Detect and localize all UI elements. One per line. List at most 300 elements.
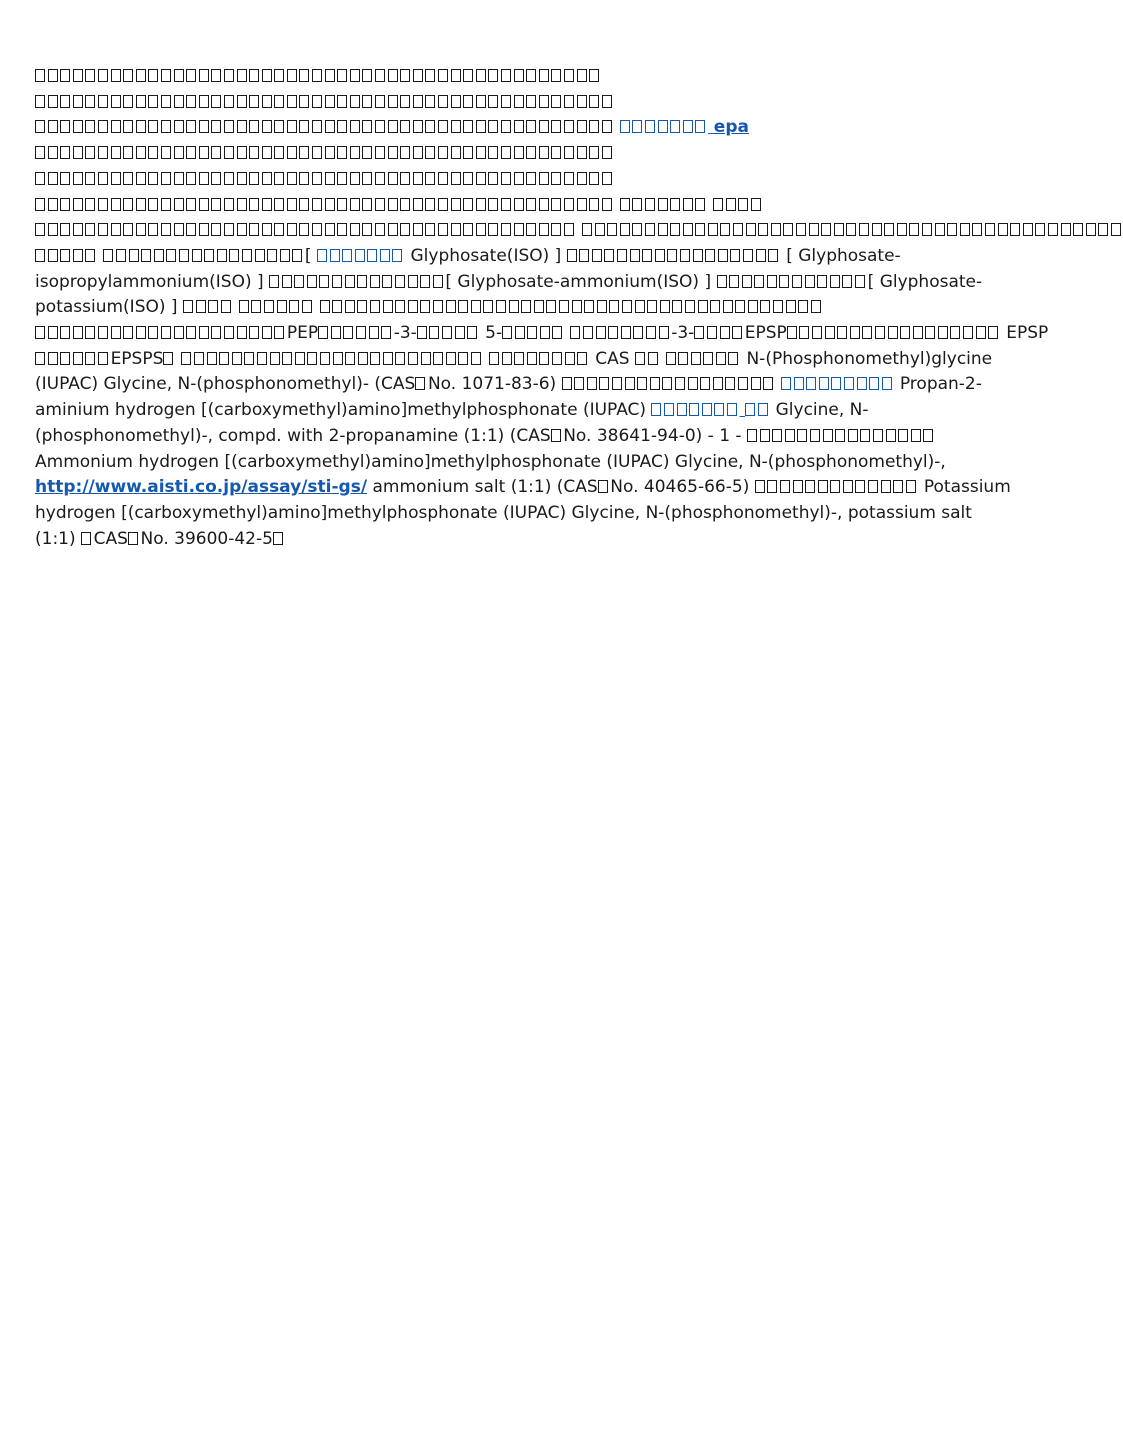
missing-glyph <box>388 146 398 159</box>
missing-glyph <box>395 300 405 313</box>
missing-glyph <box>421 352 431 365</box>
missing-glyph <box>433 275 443 288</box>
missing-glyph <box>270 352 280 365</box>
missing-glyph <box>292 249 302 262</box>
missing-glyph <box>282 275 292 288</box>
missing-glyph <box>768 249 778 262</box>
missing-glyph <box>693 249 703 262</box>
missing-glyph <box>312 172 322 185</box>
missing-glyph <box>199 198 209 211</box>
missing-glyph <box>705 249 715 262</box>
missing-glyph <box>199 326 209 339</box>
missing-glyph <box>602 95 612 108</box>
missing-glyph <box>589 198 599 211</box>
missing-glyph <box>846 223 856 236</box>
missing-glyph <box>154 249 164 262</box>
missing-glyph <box>317 249 327 262</box>
missing-glyph <box>577 120 587 133</box>
missing-glyph <box>938 326 948 339</box>
missing-glyph <box>48 172 58 185</box>
missing-glyph <box>567 249 577 262</box>
missing-glyph <box>438 69 448 82</box>
missing-glyph <box>383 352 393 365</box>
missing-glyph <box>794 377 804 390</box>
missing-glyph <box>273 532 283 545</box>
missing-glyph <box>367 249 377 262</box>
missing-glyph <box>526 95 536 108</box>
missing-glyph <box>60 352 70 365</box>
missing-glyph <box>935 223 945 236</box>
missing-glyph <box>325 95 335 108</box>
missing-glyph <box>262 223 272 236</box>
missing-glyph <box>526 198 536 211</box>
missing-glyph <box>85 95 95 108</box>
missing-glyph <box>73 223 83 236</box>
missing-glyph <box>262 198 272 211</box>
missing-glyph <box>650 377 660 390</box>
para-line-10: Ammonium hydrogen [(carboxymethyl)amino]methylphosphonate (IUPAC) Glycine, N-(phosphonomethyl)-, <box>35 451 946 472</box>
missing-glyph <box>451 146 461 159</box>
missing-glyph <box>713 198 723 211</box>
text-line-4 <box>35 141 990 167</box>
missing-glyph <box>714 403 724 416</box>
missing-glyph <box>515 326 525 339</box>
missing-glyph <box>662 377 672 390</box>
missing-glyph <box>587 377 597 390</box>
missing-glyph <box>375 172 385 185</box>
missing-glyph <box>280 249 290 262</box>
missing-glyph <box>35 352 45 365</box>
missing-glyph <box>923 429 933 442</box>
missing-glyph <box>123 223 133 236</box>
missing-glyph <box>767 480 777 493</box>
missing-glyph <box>312 95 322 108</box>
missing-glyph <box>539 172 549 185</box>
missing-glyph <box>136 146 146 159</box>
missing-glyph <box>312 120 322 133</box>
missing-glyph <box>698 300 708 313</box>
missing-glyph <box>325 172 335 185</box>
missing-glyph <box>287 120 297 133</box>
missing-glyph <box>1086 223 1096 236</box>
missing-glyph <box>395 275 405 288</box>
missing-glyph <box>771 223 781 236</box>
missing-glyph <box>60 172 70 185</box>
missing-glyph <box>174 223 184 236</box>
missing-glyph <box>358 352 368 365</box>
missing-glyph <box>400 69 410 82</box>
missing-glyph <box>501 146 511 159</box>
missing-glyph <box>602 120 612 133</box>
missing-glyph <box>716 352 726 365</box>
missing-glyph <box>312 146 322 159</box>
missing-glyph <box>960 223 970 236</box>
missing-glyph <box>350 223 360 236</box>
missing-glyph <box>249 120 259 133</box>
missing-glyph <box>539 223 549 236</box>
missing-glyph <box>183 300 193 313</box>
missing-glyph <box>658 198 668 211</box>
missing-glyph <box>539 95 549 108</box>
missing-glyph <box>451 198 461 211</box>
missing-glyph <box>337 69 347 82</box>
missing-glyph <box>249 95 259 108</box>
missing-glyph <box>350 120 360 133</box>
missing-glyph <box>48 198 58 211</box>
missing-glyph <box>570 326 580 339</box>
missing-glyph <box>342 249 352 262</box>
missing-glyph <box>148 172 158 185</box>
missing-glyph <box>1098 223 1108 236</box>
missing-glyph <box>161 172 171 185</box>
missing-glyph <box>333 352 343 365</box>
missing-glyph <box>476 69 486 82</box>
missing-glyph <box>773 300 783 313</box>
missing-glyph <box>779 275 789 288</box>
missing-glyph <box>589 95 599 108</box>
glyphosate-link[interactable] <box>317 246 405 266</box>
missing-glyph <box>514 146 524 159</box>
missing-glyph <box>123 95 133 108</box>
missing-glyph <box>237 198 247 211</box>
missing-glyph <box>467 326 477 339</box>
missing-glyph <box>837 326 847 339</box>
missing-glyph <box>229 249 239 262</box>
missing-glyph <box>947 223 957 236</box>
para-line-6: EPSPS CAS N-(Phosphonomethyl)glycine <box>35 347 990 373</box>
missing-glyph <box>219 352 229 365</box>
missing-glyph <box>429 326 439 339</box>
missing-glyph <box>855 275 865 288</box>
missing-glyph <box>350 69 360 82</box>
missing-glyph <box>584 300 594 313</box>
aisti-url-link[interactable]: http://www.aisti.co.jp/assay/sti-gs/ <box>35 477 368 498</box>
missing-glyph <box>823 429 833 442</box>
para-line-13: (1:1) CAS No. 39600-42-5 <box>35 527 990 553</box>
missing-glyph <box>564 223 574 236</box>
missing-glyph <box>609 300 619 313</box>
missing-glyph <box>632 120 642 133</box>
missing-glyph <box>35 326 45 339</box>
missing-glyph <box>707 326 717 339</box>
missing-glyph <box>400 120 410 133</box>
missing-glyph <box>249 198 259 211</box>
missing-glyph <box>73 120 83 133</box>
missing-glyph <box>913 326 923 339</box>
missing-glyph <box>738 198 748 211</box>
missing-glyph <box>598 480 608 493</box>
missing-glyph <box>501 223 511 236</box>
missing-glyph <box>647 300 657 313</box>
missing-glyph <box>211 69 221 82</box>
missing-glyph <box>274 223 284 236</box>
missing-glyph <box>501 69 511 82</box>
missing-glyph <box>60 326 70 339</box>
missing-glyph <box>552 352 562 365</box>
missing-glyph <box>60 146 70 159</box>
missing-glyph <box>320 300 330 313</box>
missing-glyph <box>318 326 328 339</box>
missing-glyph <box>476 120 486 133</box>
missing-glyph <box>388 69 398 82</box>
missing-glyph <box>299 223 309 236</box>
missing-glyph <box>733 223 743 236</box>
missing-glyph <box>312 198 322 211</box>
missing-glyph <box>748 300 758 313</box>
missing-glyph <box>756 249 766 262</box>
missing-glyph <box>186 95 196 108</box>
missing-glyph <box>463 69 473 82</box>
missing-glyph <box>111 95 121 108</box>
missing-glyph <box>413 223 423 236</box>
missing-glyph <box>287 223 297 236</box>
missing-glyph <box>35 223 45 236</box>
missing-glyph <box>1048 223 1058 236</box>
missing-glyph <box>604 249 614 262</box>
missing-glyph <box>85 352 95 365</box>
missing-glyph <box>695 223 705 236</box>
missing-glyph <box>787 326 797 339</box>
missing-glyph <box>85 172 95 185</box>
missing-glyph <box>244 352 254 365</box>
missing-glyph <box>262 95 272 108</box>
missing-glyph <box>835 429 845 442</box>
missing-glyph <box>488 120 498 133</box>
missing-glyph <box>413 198 423 211</box>
missing-glyph <box>337 198 347 211</box>
missing-glyph <box>295 352 305 365</box>
missing-glyph <box>786 300 796 313</box>
missing-glyph <box>1061 223 1071 236</box>
missing-glyph <box>242 249 252 262</box>
missing-glyph <box>85 120 95 133</box>
missing-glyph <box>599 377 609 390</box>
missing-glyph <box>818 480 828 493</box>
missing-glyph <box>362 198 372 211</box>
missing-glyph <box>249 172 259 185</box>
missing-glyph <box>174 198 184 211</box>
missing-glyph <box>806 377 816 390</box>
missing-glyph <box>730 249 740 262</box>
missing-glyph <box>369 326 379 339</box>
missing-glyph <box>35 69 45 82</box>
missing-glyph <box>345 275 355 288</box>
missing-glyph <box>583 326 593 339</box>
missing-glyph <box>337 172 347 185</box>
missing-glyph <box>350 198 360 211</box>
missing-glyph <box>356 326 366 339</box>
missing-glyph <box>514 95 524 108</box>
missing-glyph <box>375 146 385 159</box>
missing-glyph <box>564 95 574 108</box>
missing-glyph <box>708 223 718 236</box>
missing-glyph <box>670 120 680 133</box>
missing-glyph <box>577 146 587 159</box>
missing-glyph <box>413 146 423 159</box>
missing-glyph <box>237 326 247 339</box>
missing-glyph <box>237 223 247 236</box>
missing-glyph <box>589 146 599 159</box>
missing-glyph <box>900 326 910 339</box>
missing-glyph <box>564 69 574 82</box>
missing-glyph <box>526 172 536 185</box>
missing-glyph <box>873 429 883 442</box>
missing-glyph <box>98 326 108 339</box>
missing-glyph <box>617 249 627 262</box>
missing-glyph <box>488 223 498 236</box>
missing-glyph <box>186 326 196 339</box>
missing-glyph <box>148 69 158 82</box>
missing-glyph <box>843 480 853 493</box>
missing-glyph <box>381 326 391 339</box>
missing-glyph <box>375 95 385 108</box>
missing-glyph <box>514 69 524 82</box>
missing-glyph <box>196 300 206 313</box>
missing-glyph <box>551 146 561 159</box>
missing-glyph <box>48 146 58 159</box>
missing-glyph <box>237 95 247 108</box>
missing-glyph <box>572 300 582 313</box>
missing-glyph <box>521 300 531 313</box>
missing-glyph <box>577 69 587 82</box>
missing-glyph <box>35 95 45 108</box>
missing-glyph <box>355 249 365 262</box>
salt-link[interactable] <box>651 400 770 420</box>
missing-glyph <box>451 223 461 236</box>
missing-glyph <box>287 172 297 185</box>
missing-glyph <box>758 403 768 416</box>
missing-glyph <box>370 275 380 288</box>
missing-glyph <box>501 120 511 133</box>
missing-glyph <box>514 198 524 211</box>
missing-glyph <box>925 326 935 339</box>
missing-glyph <box>425 95 435 108</box>
missing-glyph <box>199 146 209 159</box>
missing-glyph <box>136 223 146 236</box>
missing-glyph <box>595 223 605 236</box>
text-line-6 <box>35 193 990 219</box>
missing-glyph <box>299 198 309 211</box>
missing-glyph <box>262 69 272 82</box>
missing-glyph <box>350 172 360 185</box>
missing-glyph <box>648 352 658 365</box>
missing-glyph <box>161 120 171 133</box>
missing-glyph <box>559 300 569 313</box>
missing-glyph <box>400 223 410 236</box>
missing-glyph <box>123 146 133 159</box>
missing-glyph <box>85 249 95 262</box>
missing-glyph <box>514 352 524 365</box>
epa-link[interactable]: epa <box>620 117 749 137</box>
missing-glyph <box>249 326 259 339</box>
missing-glyph <box>199 69 209 82</box>
missing-glyph <box>179 249 189 262</box>
missing-glyph <box>898 429 908 442</box>
missing-glyph <box>685 300 695 313</box>
para-line-9: (phosphonomethyl)-, compd. with 2-propanamine (1:1) (CAS No. 38641-94-0) - 1 - <box>35 424 990 450</box>
missing-glyph <box>408 352 418 365</box>
para-line-7: (IUPAC) Glycine, N-(phosphonomethyl)- (CAS No. 1071-83-6) Propan-2- <box>35 374 982 395</box>
missing-glyph <box>237 146 247 159</box>
missing-glyph <box>60 223 70 236</box>
missing-glyph <box>388 95 398 108</box>
missing-glyph <box>458 300 468 313</box>
missing-glyph <box>743 249 753 262</box>
missing-glyph <box>780 480 790 493</box>
missing-glyph <box>148 120 158 133</box>
missing-glyph <box>337 120 347 133</box>
missing-glyph <box>307 352 317 365</box>
missing-glyph <box>224 69 234 82</box>
missing-glyph <box>868 480 878 493</box>
missing-glyph <box>370 300 380 313</box>
missing-glyph <box>1010 223 1020 236</box>
isopropylamine-link[interactable] <box>781 374 894 394</box>
missing-glyph <box>825 326 835 339</box>
missing-glyph <box>848 429 858 442</box>
missing-glyph <box>207 352 217 365</box>
missing-glyph <box>48 249 58 262</box>
missing-glyph <box>471 300 481 313</box>
missing-glyph <box>211 172 221 185</box>
missing-glyph <box>689 403 699 416</box>
missing-glyph <box>683 198 693 211</box>
missing-glyph <box>844 377 854 390</box>
missing-glyph <box>224 95 234 108</box>
missing-glyph <box>211 223 221 236</box>
missing-glyph <box>85 146 95 159</box>
missing-glyph <box>630 249 640 262</box>
missing-glyph <box>345 352 355 365</box>
missing-glyph <box>672 300 682 313</box>
missing-glyph <box>370 352 380 365</box>
missing-glyph <box>735 300 745 313</box>
missing-glyph <box>211 146 221 159</box>
missing-glyph <box>343 326 353 339</box>
missing-glyph <box>666 352 676 365</box>
missing-glyph <box>660 300 670 313</box>
missing-glyph <box>312 223 322 236</box>
missing-glyph <box>438 146 448 159</box>
missing-glyph <box>909 223 919 236</box>
missing-glyph <box>111 198 121 211</box>
missing-glyph <box>751 198 761 211</box>
missing-glyph <box>514 223 524 236</box>
missing-glyph <box>582 223 592 236</box>
missing-glyph <box>302 300 312 313</box>
missing-glyph <box>274 326 284 339</box>
missing-glyph <box>855 480 865 493</box>
missing-glyph <box>362 223 372 236</box>
missing-glyph <box>683 120 693 133</box>
missing-glyph <box>620 223 630 236</box>
missing-glyph <box>111 146 121 159</box>
missing-glyph <box>501 95 511 108</box>
missing-glyph <box>658 120 668 133</box>
missing-glyph <box>476 172 486 185</box>
missing-glyph <box>425 146 435 159</box>
missing-glyph <box>208 300 218 313</box>
text-line-2 <box>35 90 990 116</box>
para-line-3: isopropylammonium(ISO) ] [ Glyphosate-ammonium(ISO) ] [ Glyphosate- <box>35 271 983 292</box>
missing-glyph <box>425 120 435 133</box>
missing-glyph <box>98 172 108 185</box>
missing-glyph <box>972 223 982 236</box>
missing-glyph <box>860 429 870 442</box>
missing-glyph <box>710 300 720 313</box>
missing-glyph <box>211 95 221 108</box>
missing-glyph <box>859 223 869 236</box>
